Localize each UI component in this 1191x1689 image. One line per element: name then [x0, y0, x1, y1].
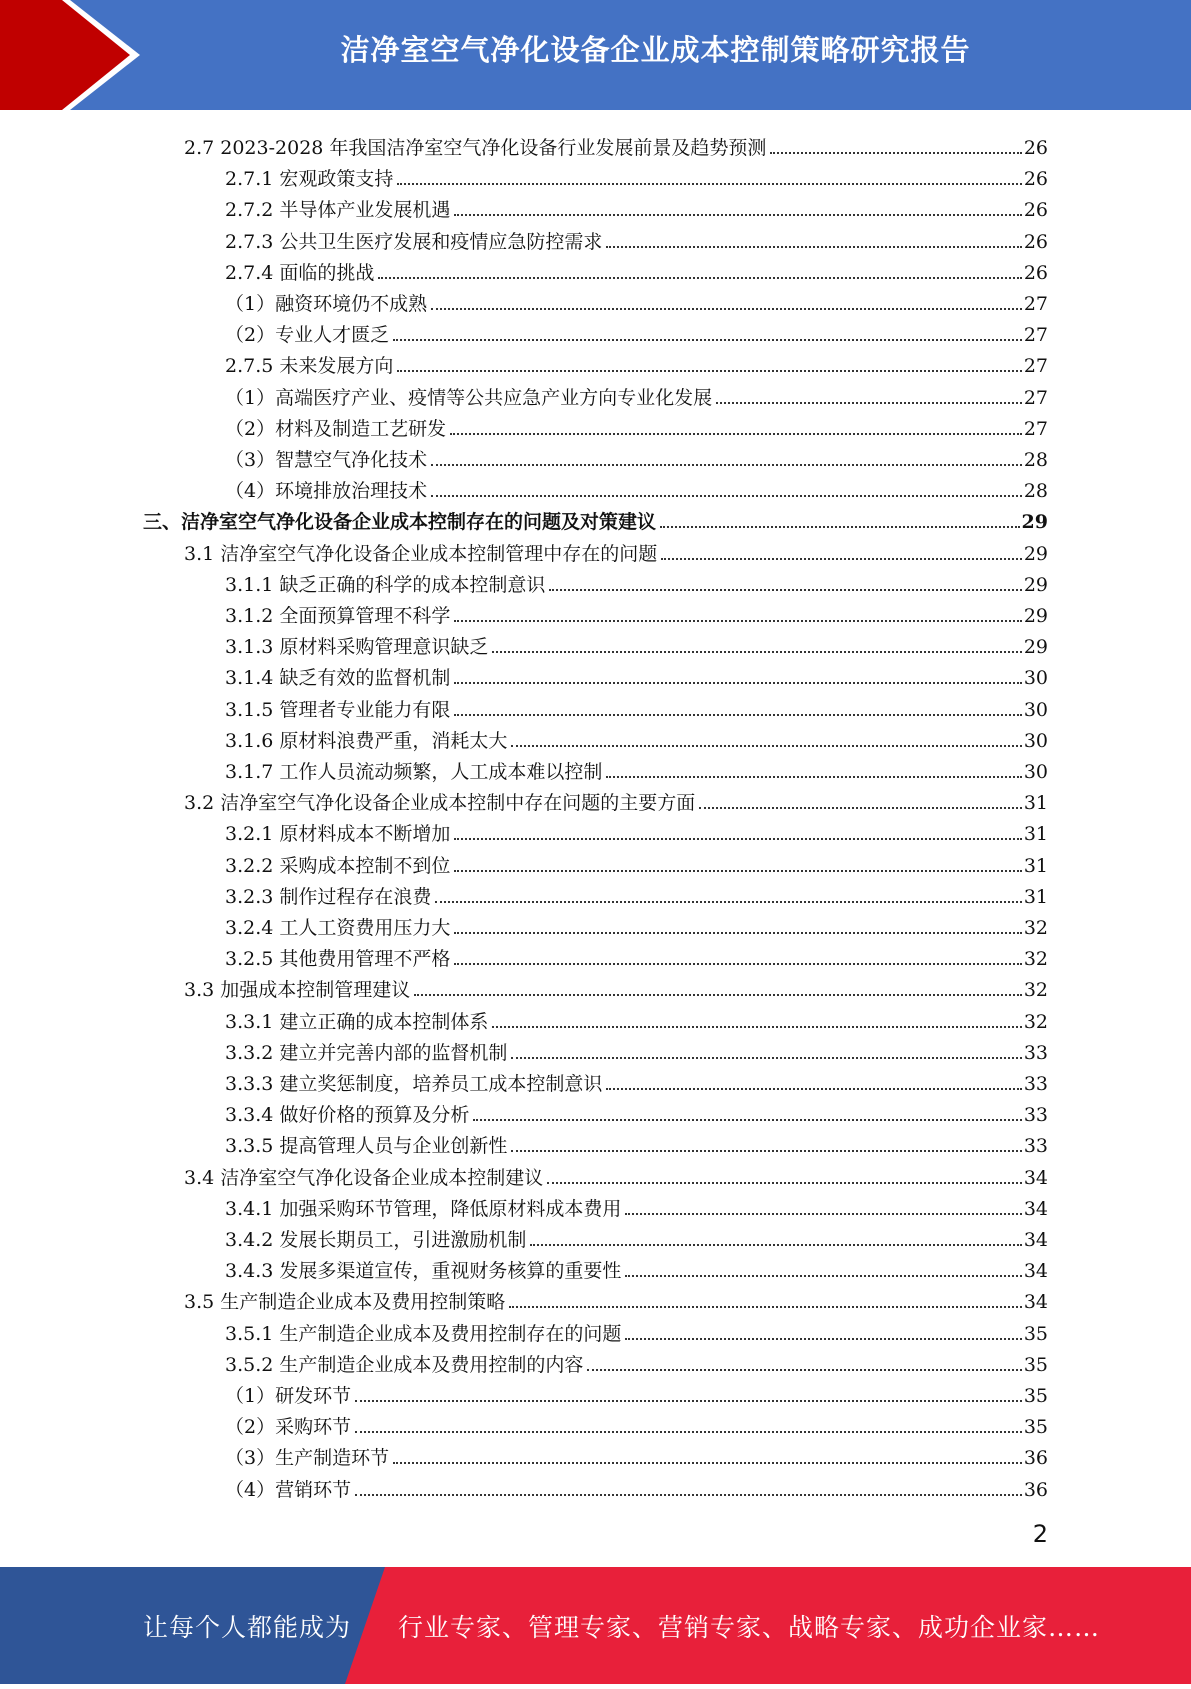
toc-entry-title: 2.7.2 半导体产业发展机遇: [225, 199, 451, 222]
toc-dot-leader: [450, 433, 1022, 435]
footer-slogan-left: 让每个人都能成为: [143, 1613, 352, 1642]
toc-dot-leader: [454, 714, 1021, 716]
toc-dot-leader: [511, 1150, 1021, 1152]
toc-entry-title: （1）研发环节: [225, 1385, 352, 1407]
toc-entry[interactable]: [225, 1345, 1048, 1376]
page-footer: [0, 1567, 1191, 1684]
toc-entry-title: 3.1.2 全面预算管理不科学: [225, 605, 451, 627]
toc-entry-page: 27: [1023, 417, 1048, 440]
toc-entry-title: 3.1.6 原材料浪费严重，消耗太大: [225, 729, 508, 752]
toc-entry-title: （1）高端医疗产业、疫情等公共应急产业方向专业化发展: [225, 386, 713, 409]
toc-entry[interactable]: [225, 471, 1048, 502]
toc-dot-leader: [492, 1026, 1021, 1028]
toc-entry[interactable]: [225, 627, 1048, 658]
toc-entry-title: 3.3.1 建立正确的成本控制体系: [225, 1010, 489, 1033]
toc-dot-leader: [606, 776, 1021, 778]
toc-entry-page: 35: [1023, 1416, 1048, 1439]
toc-entry[interactable]: [225, 440, 1048, 471]
toc-dot-leader: [473, 1119, 1021, 1121]
toc-entry-page: 29: [1023, 605, 1048, 627]
toc-entry[interactable]: [225, 159, 1048, 190]
toc-dot-leader: [661, 558, 1022, 560]
toc-entry-title: 3.2.2 采购成本控制不到位: [225, 854, 451, 877]
toc-entry-page: 31: [1023, 885, 1048, 908]
toc-entry-page: 29: [1021, 511, 1048, 534]
toc-dot-leader: [454, 932, 1021, 934]
toc-entry[interactable]: [225, 284, 1048, 315]
toc-entry-page: 30: [1023, 729, 1048, 752]
toc-entry-page: 35: [1023, 1322, 1048, 1345]
toc-dot-leader: [549, 589, 1021, 591]
toc-entry[interactable]: [225, 565, 1048, 596]
toc-dot-leader: [414, 994, 1022, 996]
toc-entry-page: 26: [1023, 137, 1048, 159]
toc-entry[interactable]: [225, 690, 1048, 721]
toc-dot-leader: [606, 246, 1021, 248]
toc-entry-page: 32: [1023, 1010, 1048, 1033]
toc-entry[interactable]: [225, 1189, 1048, 1220]
toc-entry-page: 27: [1023, 293, 1048, 315]
toc-entry-page: 27: [1023, 386, 1048, 409]
toc-entry-title: 3.2.5 其他费用管理不严格: [225, 948, 451, 971]
toc-entry-title: 3.2.4 工人工资费用压力大: [225, 917, 451, 939]
toc-entry-title: （3）生产制造环节: [225, 1447, 390, 1470]
toc-dot-leader: [587, 1369, 1021, 1371]
toc-entry-title: 3.3.5 提高管理人员与企业创新性: [225, 1135, 508, 1158]
toc-entry-title: 3.5.1 生产制造企业成本及费用控制存在的问题: [225, 1322, 622, 1345]
toc-entry-title: 3.1.4 缺乏有效的监督机制: [225, 667, 451, 690]
toc-dot-leader: [454, 214, 1021, 216]
toc-entry[interactable]: [225, 1002, 1048, 1033]
toc-entry[interactable]: [225, 814, 1048, 845]
toc-entry[interactable]: [184, 1282, 1048, 1313]
toc-entry-page: 30: [1023, 698, 1048, 721]
toc-dot-leader: [431, 464, 1022, 466]
toc-entry[interactable]: [143, 502, 1048, 533]
toc-entry-page: 27: [1023, 355, 1048, 378]
toc-dot-leader: [454, 682, 1021, 684]
toc-entry[interactable]: [225, 1407, 1048, 1438]
toc-entry[interactable]: [225, 939, 1048, 970]
toc-entry-page: 35: [1023, 1385, 1048, 1407]
toc-entry[interactable]: [225, 658, 1048, 689]
toc-entry-title: 3.4.3 发展多渠道宣传，重视财务核算的重要性: [225, 1260, 622, 1283]
toc-entry-page: 34: [1023, 1291, 1048, 1314]
toc-dot-leader: [454, 963, 1021, 965]
toc-entry-page: 31: [1023, 823, 1048, 846]
toc-dot-leader: [431, 495, 1022, 497]
toc-entry[interactable]: [225, 1220, 1048, 1251]
toc-entry[interactable]: [225, 222, 1048, 253]
toc-entry[interactable]: [225, 253, 1048, 284]
toc-entry-title: （2）采购环节: [225, 1416, 352, 1439]
toc-entry-title: 3.2 洁净室空气净化设备企业成本控制中存在问题的主要方面: [184, 792, 696, 815]
toc-entry-page: 32: [1023, 948, 1048, 971]
toc-entry-page: 36: [1023, 1447, 1048, 1470]
toc-entry-page: 31: [1023, 854, 1048, 877]
toc-entry-title: 2.7.1 宏观政策支持: [225, 168, 394, 191]
toc-dot-leader: [530, 1244, 1021, 1246]
toc-entry[interactable]: [225, 1376, 1048, 1407]
toc-entry-title: （2）材料及制造工艺研发: [225, 417, 447, 440]
toc-entry[interactable]: [225, 1095, 1048, 1126]
toc-entry[interactable]: [184, 970, 1048, 1001]
toc-dot-leader: [435, 901, 1021, 903]
toc-entry-page: 36: [1023, 1478, 1048, 1501]
toc-entry-page: 28: [1023, 449, 1048, 471]
toc-entry-title: 3.4.1 加强采购环节管理，降低原材料成本费用: [225, 1197, 622, 1220]
toc-entry[interactable]: [225, 1314, 1048, 1345]
toc-dot-leader: [393, 339, 1022, 341]
toc-entry-page: 29: [1023, 573, 1048, 596]
page-number: 2: [1032, 1520, 1048, 1548]
toc-dot-leader: [716, 402, 1022, 404]
toc-entry[interactable]: [225, 190, 1048, 221]
toc-entry[interactable]: [225, 1126, 1048, 1157]
toc-entry-title: 2.7.5 未来发展方向: [225, 355, 394, 378]
toc-dot-leader: [606, 1088, 1021, 1090]
toc-dot-leader: [511, 745, 1021, 747]
toc-dot-leader: [511, 1057, 1021, 1059]
toc-entry-title: 3.4.2 发展长期员工，引进激励机制: [225, 1229, 527, 1251]
toc-entry[interactable]: [225, 877, 1048, 908]
toc-entry-page: 34: [1023, 1197, 1048, 1220]
toc-dot-leader: [509, 1306, 1022, 1308]
toc-entry-page: 31: [1023, 792, 1048, 815]
toc-entry-page: 32: [1023, 979, 1048, 1002]
toc-dot-leader: [393, 1462, 1022, 1464]
toc-entry-title: 3.3.4 做好价格的预算及分析: [225, 1104, 470, 1127]
toc-entry[interactable]: [225, 1033, 1048, 1064]
toc-entry-title: （1）融资环境仍不成熟: [225, 293, 428, 315]
toc-entry-title: 3.3.3 建立奖惩制度，培养员工成本控制意识: [225, 1073, 603, 1095]
toc-dot-leader: [431, 308, 1022, 310]
toc-dot-leader: [355, 1400, 1022, 1402]
toc-dot-leader: [378, 277, 1021, 279]
toc-entry-page: 29: [1023, 636, 1048, 659]
toc-entry-title: 2.7.4 面临的挑战: [225, 261, 375, 284]
toc-entry-page: 26: [1023, 199, 1048, 222]
toc-entry-title: 3.4 洁净室空气净化设备企业成本控制建议: [184, 1166, 544, 1189]
toc-entry[interactable]: [225, 596, 1048, 627]
toc-entry-title: 2.7 2023-2028 年我国洁净室空气净化设备行业发展前景及趋势预测: [184, 137, 767, 159]
toc-dot-leader: [625, 1213, 1021, 1215]
toc-dot-leader: [660, 526, 1020, 528]
toc-entry-page: 33: [1023, 1041, 1048, 1064]
toc-dot-leader: [625, 1275, 1021, 1277]
toc-entry-title: 3.2.1 原材料成本不断增加: [225, 823, 451, 846]
page-header: [0, 0, 1191, 110]
toc-entry-page: 30: [1023, 667, 1048, 690]
toc-entry[interactable]: [225, 1064, 1048, 1095]
toc-dot-leader: [397, 370, 1021, 372]
toc-entry-title: 3.1.3 原材料采购管理意识缺乏: [225, 636, 489, 659]
toc-entry[interactable]: [225, 315, 1048, 346]
toc-dot-leader: [625, 1338, 1021, 1340]
toc-entry-page: 33: [1023, 1073, 1048, 1095]
toc-dot-leader: [492, 651, 1021, 653]
toc-entry-page: 34: [1023, 1229, 1048, 1251]
toc-entry-page: 26: [1023, 168, 1048, 191]
toc-entry-title: 2.7.3 公共卫生医疗发展和疫情应急防控需求: [225, 230, 603, 253]
toc-dot-leader: [397, 183, 1021, 185]
toc-dot-leader: [770, 152, 1021, 154]
toc-entry[interactable]: [225, 752, 1048, 783]
toc-entry-title: （4）环境排放治理技术: [225, 480, 428, 503]
header-chevron-icon: [0, 0, 160, 110]
toc-entry-page: 33: [1023, 1104, 1048, 1127]
toc-entry-title: 3.1.1 缺乏正确的科学的成本控制意识: [225, 573, 546, 596]
toc-dot-leader: [454, 870, 1021, 872]
footer-slogan-right: 行业专家、管理专家、营销专家、战略专家、成功企业家……: [398, 1613, 1101, 1642]
toc-entry-page: 26: [1023, 230, 1048, 253]
toc-entry[interactable]: [225, 846, 1048, 877]
toc-entry[interactable]: [184, 534, 1048, 565]
toc-entry[interactable]: [225, 908, 1048, 939]
toc-entry-title: 3.5 生产制造企业成本及费用控制策略: [184, 1291, 506, 1314]
toc-entry-page: 34: [1023, 1166, 1048, 1189]
toc-entry[interactable]: [225, 1251, 1048, 1282]
toc-entry-title: 3.3 加强成本控制管理建议: [184, 979, 411, 1002]
toc-entry-title: （3）智慧空气净化技术: [225, 449, 428, 471]
toc-dot-leader: [547, 1182, 1022, 1184]
toc-entry-title: 3.3.2 建立并完善内部的监督机制: [225, 1041, 508, 1064]
toc-entry-page: 27: [1023, 324, 1048, 347]
toc-entry-title: 3.2.3 制作过程存在浪费: [225, 885, 432, 908]
toc-entry-title: 3.1 洁净室空气净化设备企业成本控制管理中存在的问题: [184, 542, 658, 565]
toc-entry[interactable]: [225, 409, 1048, 440]
header-title: 洁净室空气净化设备企业成本控制策略研究报告: [340, 33, 971, 67]
toc-entry-title: 3.5.2 生产制造企业成本及费用控制的内容: [225, 1353, 584, 1376]
toc-entry-title: 3.1.5 管理者专业能力有限: [225, 698, 451, 721]
toc-dot-leader: [355, 1494, 1022, 1496]
toc-entry-title: 三、洁净室空气净化设备企业成本控制存在的问题及对策建议: [143, 511, 657, 534]
toc-entry-page: 32: [1023, 917, 1048, 939]
toc-dot-leader: [454, 838, 1021, 840]
toc-entry[interactable]: [225, 346, 1048, 377]
toc-entry-page: 34: [1023, 1260, 1048, 1283]
toc-entry-title: 3.1.7 工作人员流动频繁，人工成本难以控制: [225, 761, 603, 783]
toc-entry-title: （2）专业人才匮乏: [225, 324, 390, 347]
toc-entry-page: 28: [1023, 480, 1048, 503]
toc-entry[interactable]: [225, 1470, 1048, 1501]
toc-entry[interactable]: [184, 783, 1048, 814]
toc-entry[interactable]: [225, 1438, 1048, 1469]
toc-entry[interactable]: [225, 378, 1048, 409]
toc-entry[interactable]: [225, 721, 1048, 752]
toc-entry[interactable]: [184, 128, 1048, 159]
toc-entry-page: 26: [1023, 261, 1048, 284]
toc-dot-leader: [699, 807, 1022, 809]
toc-entry-page: 33: [1023, 1135, 1048, 1158]
toc-entry-page: 29: [1023, 542, 1048, 565]
toc-entry-page: 35: [1023, 1353, 1048, 1376]
toc-entry-title: （4）营销环节: [225, 1478, 352, 1501]
toc-entry[interactable]: [184, 1158, 1048, 1189]
toc-entry-page: 30: [1023, 761, 1048, 783]
toc-dot-leader: [355, 1431, 1022, 1433]
toc-dot-leader: [454, 620, 1021, 622]
